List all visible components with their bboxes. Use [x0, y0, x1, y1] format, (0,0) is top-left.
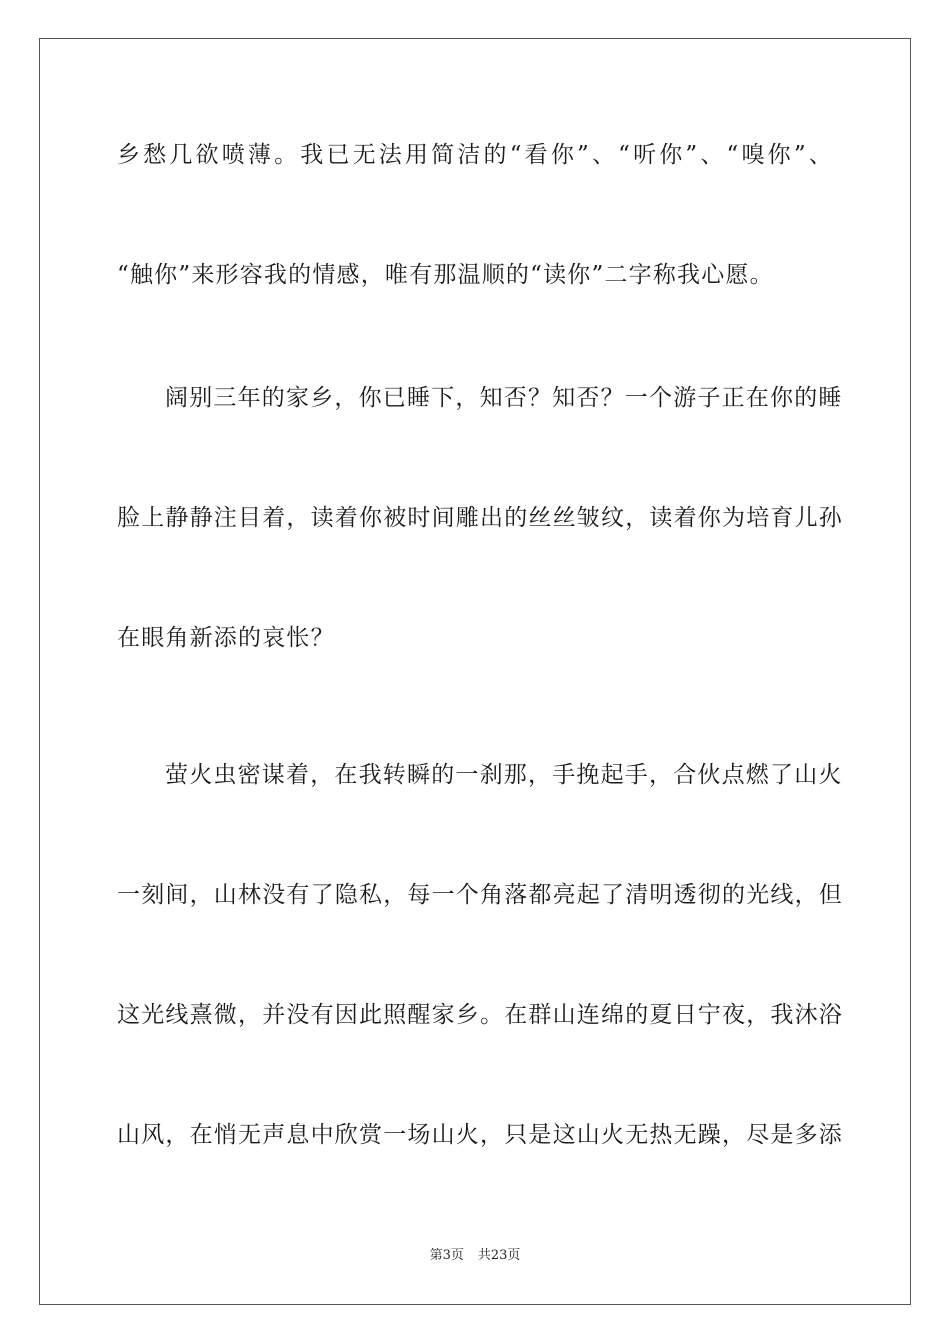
page-number: 第3页 — [429, 1248, 464, 1263]
page-total: 共23页 — [477, 1248, 521, 1263]
paragraph-3-line-3: 这光线熹微，并没有因此照醒家乡。在群山连绵的夏日宁夜，我沐浴 — [117, 1002, 843, 1028]
paragraph-3-line-2: 一刻间，山林没有了隐私，每一个角落都亮起了清明透彻的光线，但 — [117, 882, 843, 908]
paragraph-2-line-2: 脸上静静注目着，读着你被时间雕出的丝丝皱纹，读着你为培育儿孙 — [117, 505, 843, 531]
text-line-1: 乡愁几欲喷薄。我已无法用简洁的“看你”、“听你”、“嗅你”、 — [117, 142, 833, 168]
paragraph-2-line-3: 在眼角新添的哀怅？ — [117, 625, 335, 651]
page-footer — [0, 1247, 950, 1265]
paragraph-2-line-1: 阔别三年的家乡，你已睡下，知否？知否？一个游子正在你的睡 — [165, 385, 843, 411]
paragraph-3-line-4: 山风，在悄无声息中欣赏一场山火，只是这山火无热无躁，尽是多添 — [117, 1122, 843, 1148]
page-frame — [39, 38, 911, 1305]
paragraph-3-line-1: 萤火虫密谋着，在我转瞬的一刹那，手挽起手，合伙点燃了山火 — [165, 762, 843, 788]
text-line-2: “触你”来形容我的情感，唯有那温顺的“读你”二字称我心愿。 — [117, 262, 774, 288]
